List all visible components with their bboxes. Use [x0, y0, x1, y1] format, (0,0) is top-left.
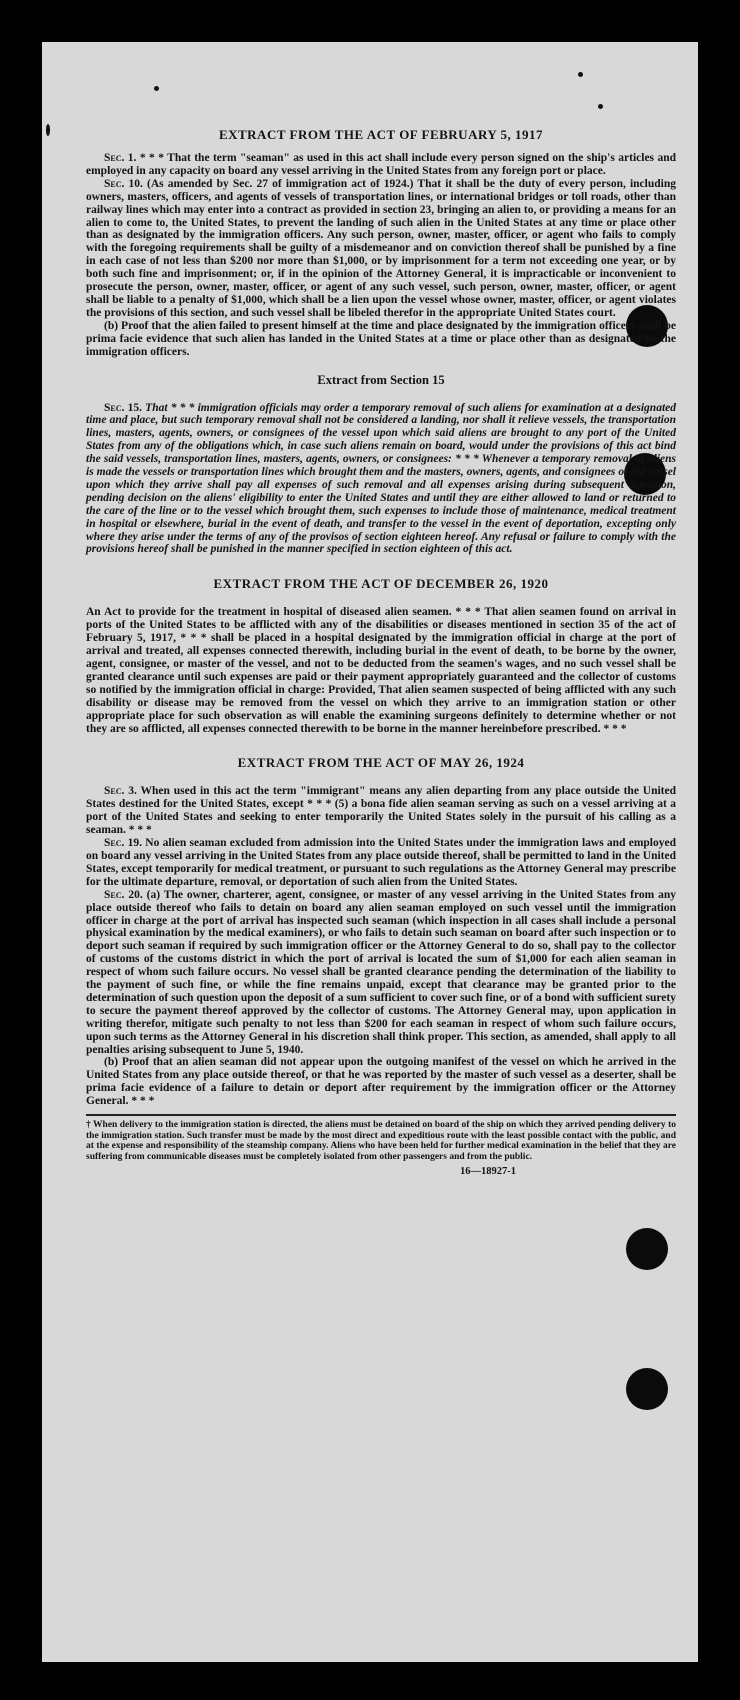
- heading-act-1924: EXTRACT FROM THE ACT OF MAY 26, 1924: [237, 755, 525, 771]
- section-label: Sec. 19.: [104, 837, 143, 850]
- paragraph-sec-10: [86, 178, 676, 320]
- heading-act-1917: EXTRACT FROM THE ACT OF FEBRUARY 5, 1917: [218, 127, 544, 142]
- paragraph-sec-1: [86, 152, 676, 178]
- paragraph-sec-20-b: (b) Proof that an alien seaman did not appear upon the outgoing manifest of the vessel on which he arrived in the United States from any place outside thereof, or that he was reported by the master of such vessel as a deserter, shall be prima facie evidence of a failure to detain or deport after requirement by the immigration officer or the Attorney General. * * *: [86, 1056, 676, 1108]
- paragraph-text: (a) The owner, charterer, agent, consignee, or master of any vessel arriving in the United States from any place outside thereof who fails to detain on board any alien seaman employed on such vessel until the immigration officer in charge at the port of arrival has inspected such seaman (which inspection in all cases shall include a personal physical examination by the medical examiners), or who fails to detain such seaman on board after such inspection or to deport such seaman if required by such immigration officer or the Attorney General to do so, shall pay to the collector of customs of the customs district in which the port of arrival is located the sum of $1,000 for each alien seaman in respect of whom such failure occurs. No vessel shall be granted clearance pending the determination of the liability to the payment of such fine, or while the fine remains unpaid, except that clearance may be granted prior to the determination of such question upon the deposit of a sum sufficient to cover such fine, or of a bond with sufficient surety to secure the payment thereof approved by the collector of customs. The Attorney General may, upon application in writing therefor, mitigate such penalty to not less than $200 for each seaman in respect of whom such failure occurs, upon such terms as the Attorney General in his discretion shall think proper. This section, as amended, shall apply to all penalties arising subsequent to June 5, 1940.: [86, 888, 676, 1056]
- section-label: Sec. 15.: [104, 401, 142, 414]
- footnote: † When delivery to the immigration station is directed, the aliens must be detained on board of the ship on which they arrived pending delivery to the immigration station. Such transfer must be made by the most direct and expeditious route with the least possible contact with the public, and at the expense and responsibility of the steamship company. Aliens who have been held for further medical examination in the belief that they are suffering from communicable diseases must be completely isolated from other passengers and from the public.: [86, 1120, 676, 1162]
- scan-speck: [154, 86, 159, 91]
- scan-speck: [578, 72, 583, 77]
- paragraph-sec-20: [86, 889, 676, 1057]
- section-label: Sec. 20.: [104, 888, 143, 901]
- form-number: 16—18927-1: [460, 1166, 516, 1178]
- section-label: Sec. 10.: [104, 177, 143, 190]
- punch-hole: [626, 1228, 668, 1270]
- heading-section-15: Extract from Section 15: [317, 372, 445, 387]
- document-page: [42, 42, 698, 1662]
- section-label: Sec. 3.: [104, 785, 137, 798]
- paragraph-text: That * * * immigration officials may order a temporary removal of such aliens for examination at a designated time and place, but such temporary removal shall not be considered a landing, nor shall it relieve vessels, the transportation lines, masters, agents, owners, or consignees of the vessel upon which said aliens are brought to any port of the United States from any of the obligations which, in case such aliens remain on board, would under the provisions of this act bind the said vessels, transportation lines, masters, agents, owners, or consignees: * * * Whenever a temporary removal of aliens is made the vessels or transportation lines which brought them and the masters, owners, agents, and consignees of the vessel upon which they arrive shall pay all expenses of such removal and all expenses arising during subsequent detention, pending decision on the aliens' eligibility to enter the United States and until they are either allowed to land or returned to the care of the line or to the vessel which brought them, such expenses to include those of maintenance, medical treatment in hospital or elsewhere, burial in the event of death, and transfer to the vessel in the event of deportation, excepting only where they arise under the terms of any of the provisos of section eighteen hereof. Any refusal or failure to comply with the provisions hereof shall be punished in the manner specified in section eighteen of this act.: [86, 401, 676, 556]
- paragraph-sec-19: [86, 837, 676, 889]
- paragraph-sec-3: [86, 785, 676, 837]
- section-label: Sec. 1.: [104, 152, 137, 164]
- punch-hole: [626, 1368, 668, 1410]
- document-body: [86, 127, 676, 1177]
- scan-speck: [46, 124, 50, 136]
- paragraph-text: (As amended by Sec. 27 of immigration act of 1924.) That it shall be the duty of every person, including owners, masters, officers, and agents of vessels of transportation lines, or international bridges or toll roads, other than railway lines which may enter into a contract as provided in section 23, bringing an alien to, or providing a means for an alien to come to, the United States, to prevent the landing of such alien in the United States at any time or place other than as designated by the immigration officers. Any such person, owner, master, officer, or agent who fails to comply with the foregoing requirements shall be guilty of a misdemeanor and on conviction thereof shall be punished by a fine in each case of not less than $200 nor more than $1,000, or by imprisonment for a term not exceeding one year, or by both such fine and imprisonment; or, if in the opinion of the Attorney General, it is impracticable or inconvenient to prosecute the person, owner, master, officer, or agent of any such vessel, such person, owner, master, officer, or agent shall be liable to a penalty of $1,000, which shall be a lien upon the vessel whose owner, master, officer, or agent violates the provisions of this section, and such vessel shall be libeled therefor in the appropriate United States court.: [86, 177, 676, 319]
- scan-speck: [598, 104, 603, 109]
- paragraph-sec-15: [86, 402, 676, 557]
- paragraph-act-1920: An Act to provide for the treatment in hospital of diseased alien seamen. * * * That alien seamen found on arrival in ports of the United States to be afflicted with any of the disabilities or diseases mentioned in section 35 of the act of February 5, 1917, * * * shall be placed in a hospital designated by the immigration official in charge at the port of arrival and treated, all expenses connected therewith, including burial in the event of death, to be borne by the owner, agent, consignee, or master of the vessel, and not to be deducted from the seamen's wages, and no such vessel shall be granted clearance until such expenses are paid or their payment appropriately guaranteed and the collector of customs so notified by the immigration official in charge: Provided, That alien seamen suspected of being afflicted with any such disability or disease may be removed from the vessel on which they arrive to an immigration station or other appropriate place for such observation as will enable the examining surgeons definitely to determine whether or not they are so afflicted, all expenses connected therewith to be borne in the manner hereinbefore prescribed. * * *: [86, 606, 676, 735]
- heading-act-1920: EXTRACT FROM THE ACT OF DECEMBER 26, 1920: [213, 576, 549, 592]
- paragraph-text: When used in this act the term "immigrant" means any alien departing from any place outside the United States destined for the United States, except * * * (5) a bona fide alien seaman serving as such on a vessel arriving at a port of the United States and seeking to enter temporarily the United States solely in the pursuit of his calling as a seaman. * * *: [86, 785, 676, 837]
- paragraph-text: * * * That the term "seaman" as used in this act shall include every person signed on the ship's articles and employed in any capacity on board any vessel arriving in the United States from any foreign port or place.: [86, 152, 676, 177]
- paragraph-sec-10-b: (b) Proof that the alien failed to present himself at the time and place designated by the immigration officers shall be prima facie evidence that such alien has landed in the United States at a time or place other than as designated by the immigration officers.: [86, 319, 676, 358]
- footnote-divider: [86, 1114, 676, 1116]
- paragraph-text: No alien seaman excluded from admission into the United States under the immigration laws and employed on board any vessel arriving in the United States from any place outside thereof, shall be permitted to land in the United States, except temporarily for medical treatment, or pursuant to such regulations as the Attorney General may prescribe for the ultimate departure, removal, or deportation of such alien from the United States.: [86, 837, 676, 888]
